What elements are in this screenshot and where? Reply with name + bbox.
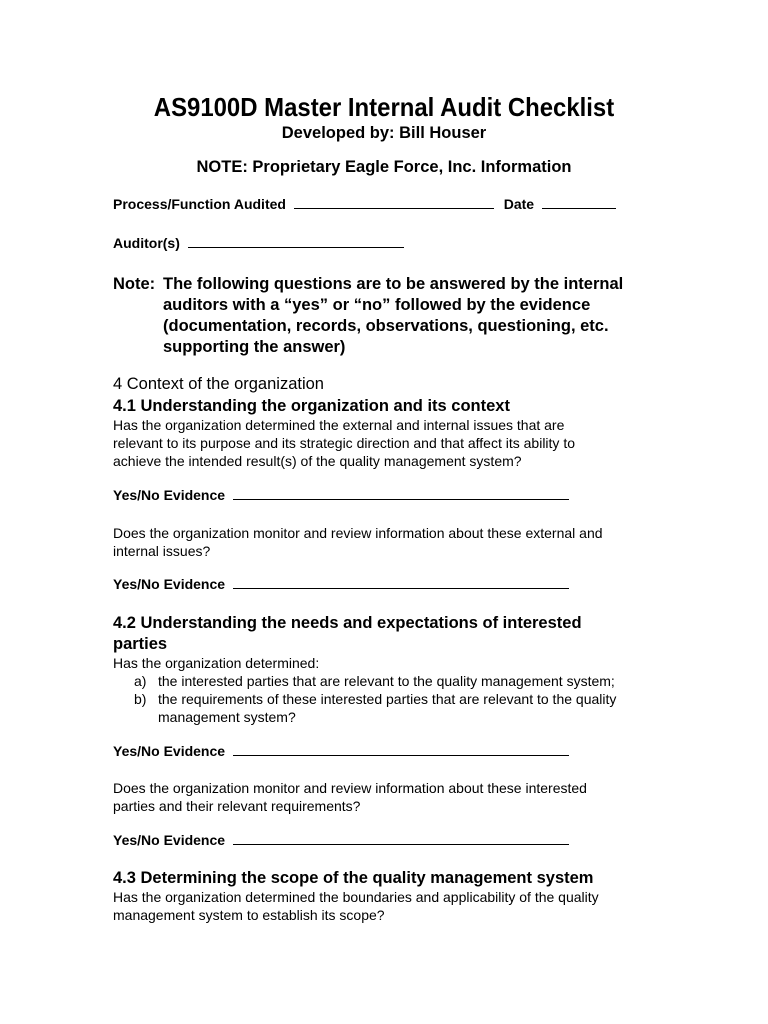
yes-no-evidence-4-1-b [113,576,569,592]
process-function-field [113,196,616,212]
section-4-3-question-1 [113,888,599,924]
section-4-3-heading: 4.3 Determining the scope of the quality management system [113,869,594,887]
section-4-2-question-2 [113,779,587,815]
yes-no-evidence-4-2-a [113,743,569,759]
auditor-label: Auditor(s) [113,235,180,251]
question-line: achieve the intended result(s) of the quality management system? [113,453,522,469]
question-line: relevant to its purpose and its strategic direction and that affect its ability to [113,435,575,451]
list-line: the requirements of these interested parties that are relevant to the quality [158,691,617,707]
question-line: internal issues? [113,543,211,559]
question-line: Does the organization monitor and review information about these interested [113,780,587,796]
process-function-label: Process/Function Audited [113,196,286,212]
evidence-blank[interactable] [233,576,569,589]
question-line: management system to establish its scope? [113,907,385,923]
proprietary-note: NOTE: Proprietary Eagle Force, Inc. Information [196,158,572,176]
instructions-label: Note: [113,275,156,293]
yes-no-evidence-4-2-b [113,832,569,848]
section-4-1-question-2 [113,524,603,560]
page-title: AS9100D Master Internal Audit Checklist [153,92,615,122]
evidence-blank[interactable] [233,832,569,845]
section-4-2-heading [113,613,582,655]
yes-no-label: Yes/No Evidence [113,832,226,848]
instructions-line: supporting the answer) [163,338,346,356]
evidence-blank[interactable] [233,743,569,756]
yes-no-label: Yes/No Evidence [113,743,226,759]
yes-no-evidence-4-1-a [113,487,569,503]
instructions-text [163,274,683,358]
question-line: Has the organization determined the external and internal issues that are [113,417,565,433]
instructions-line: auditors with a “yes” or “no” followed by the evidence [163,296,591,314]
list-line: management system? [158,709,296,725]
instructions-line: (documentation, records, observations, questioning, etc. [163,317,609,335]
yes-no-label: Yes/No Evidence [113,487,226,503]
question-line: Does the organization monitor and review information about these external and [113,525,603,541]
auditor-blank[interactable] [188,235,404,248]
developed-by: Developed by: Bill Houser [281,124,487,142]
process-function-blank[interactable] [294,196,494,209]
question-line: parties and their relevant requirements? [113,798,361,814]
heading-line: parties [113,635,168,653]
section-4-1-heading: 4.1 Understanding the organization and its context [113,397,510,415]
section-4-2-intro: Has the organization determined: [113,655,320,671]
date-blank[interactable] [542,196,616,209]
list-marker: a) [134,673,147,689]
section-4-1-question-1 [113,416,575,470]
date-label: Date [503,196,535,212]
instructions-line: The following questions are to be answered by the internal [163,275,624,293]
yes-no-label: Yes/No Evidence [113,576,226,592]
list-line: the interested parties that are relevant to the quality management system; [158,673,615,689]
auditor-field [113,235,404,251]
section-4-heading: 4 Context of the organization [113,375,324,393]
evidence-blank[interactable] [233,487,569,500]
question-line: Has the organization determined the boundaries and applicability of the quality [113,889,599,905]
list-marker: b) [134,691,147,707]
heading-line: 4.2 Understanding the needs and expectations of interested [113,614,582,632]
